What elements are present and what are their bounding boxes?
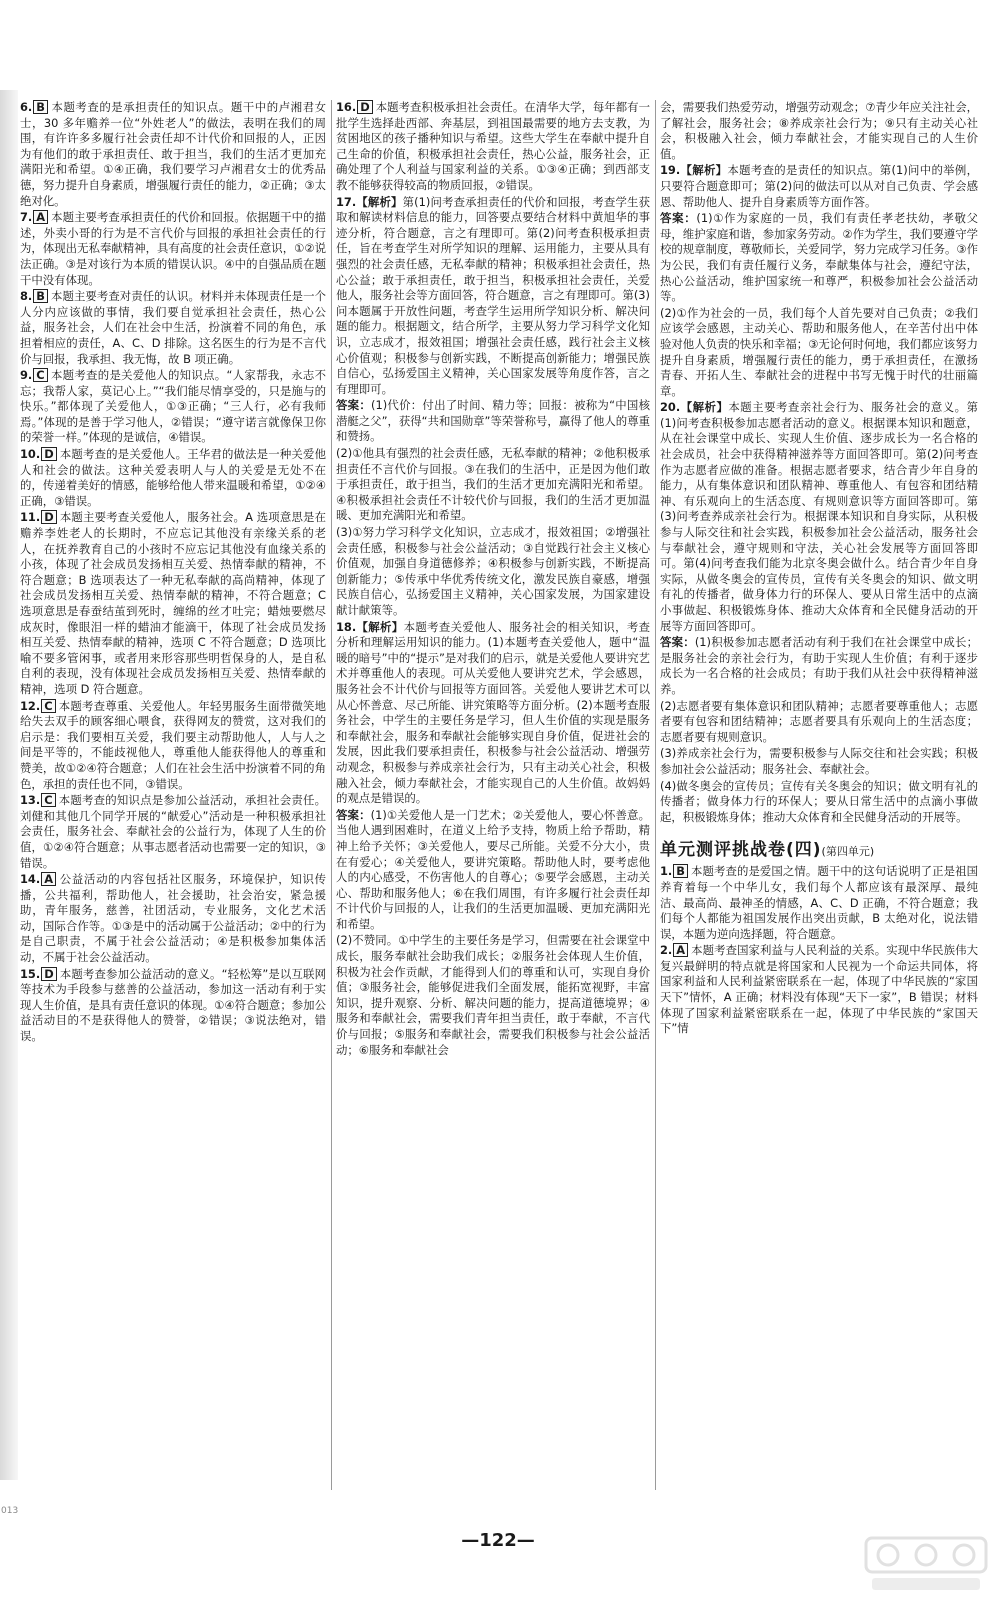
answer-entry xyxy=(660,699,978,746)
analysis-tag: 【解析】 xyxy=(356,194,403,209)
answer-entry xyxy=(660,943,978,1037)
question-number: 8. xyxy=(20,289,33,304)
entry-text: 本题考查的是承担责任的知识点。题干中的卢湘君女士，30 多年赡养一位“外姓老人”的做法，表明在我们的周围，有许许多多履行社会责任却不计代价和回报的人，正因为有他们的敢于承担责任、敢于担当，我们的生活才更加充满阳光和希望。①④正确，我们要学习卢湘君女士的优秀品德，努力提升自身素质，增强履行责任的能力，②正确；③太绝对化。 xyxy=(20,100,326,208)
question-number: 12. xyxy=(20,698,41,713)
question-number: 13. xyxy=(20,793,41,808)
entry-text: (2)①他具有强烈的社会责任感，无私奉献的精神；②他积极承担责任不言代价与回报。③在我们的生活中，正是因为他们敢于承担责任，敢于担当，我们的生活才更加充满阳光和希望。④积极承担社会责任不计较代价与回报，我们的生活才更加温暖、更加充满阳光和希望。 xyxy=(336,446,650,523)
answer-choice-box: C xyxy=(33,368,47,382)
analysis-tag: 【解析】 xyxy=(680,400,729,415)
entry-text: (1)积极参加志愿者活动有利于我们在社会课堂中成长；是服务社会的亲社会行为，有助于实现人生价值；有利于逐步成长为一名合格的社会成员；有助于我们从社会中获得精神滋养。 xyxy=(660,635,978,696)
question-number: 18. xyxy=(336,619,357,634)
bleed-number: 013 xyxy=(1,1506,19,1516)
answer-entry xyxy=(336,398,650,445)
answer-label: 答案： xyxy=(336,398,371,413)
entry-text: 本题主要考查对责任的认识。材料并未体现责任是一个人分内应该做的事情，我们要自觉承担社会责任，热心公益，服务社会，人们在社会中生活，扮演着不同的角色，承担着相应的责任，A、C、D 排除。这名医生的行为是不言代价与回报，我承担、我无悔，故 B 项正确。 xyxy=(20,289,326,366)
watermark-logo-icon xyxy=(862,1532,990,1596)
answer-entry xyxy=(20,699,326,793)
answer-choice-box: C xyxy=(41,793,55,807)
entry-text: (2)志愿者要有集体意识和团队精神；志愿者要尊重他人；志愿者要有包容和团结精神；志愿者要具有乐观向上的生活态度；志愿者要有规则意识。 xyxy=(660,698,978,744)
answer-entry xyxy=(20,872,326,966)
answer-label: 答案： xyxy=(660,211,697,226)
answer-choice-box: B xyxy=(33,100,48,114)
entry-text: (1)①作为家庭的一员，我们有责任孝老扶幼，孝敬父母，维护家庭和谐，参加家务劳动。②作为学生，我们要遵守学校的规章制度，尊敬师长，关爱同学，努力完成学习任务。③作为公民，我们有责任履行义务，奉献集体与社会，遵纪守法，热心公益活动，维护国家统一和尊严，积极参加社会公益活动等。 xyxy=(660,211,978,304)
page-number: —122— xyxy=(461,1530,535,1551)
analysis-tag: 【解析】 xyxy=(680,163,728,178)
answer-entry xyxy=(20,289,326,367)
entry-text: (2)不赞同。①中学生的主要任务是学习，但需要在社会课堂中成长，服务奉献社会助我们成长；②服务社会体现人生价值，积极为社会作贡献，才能得到人们的尊重和认可，实现自身价值；③服务社会，能够促进我们全面发展，能拓宽视野，丰富知识，提升观察、分析、解决问题的能力，提高道德境界；④服务和奉献社会，需要我们青年担当责任，敢于奉献，不言代价与回报；⑤服务和奉献社会，需要我们积极参与社会公益活动；⑥服务和奉献社会 xyxy=(336,933,650,1057)
entry-text: (2)①作为社会的一员，我们每个人首先要对自己负责；②我们应该学会感恩，主动关心、帮助和服务他人，在辛苦付出中体验对他人负责的快乐和幸福；③无论何时何地，我们都应该努力提升自身素质，增强履行责任的能力，勇于承担责任，在激扬青春、开拓人生、奉献社会的进程中书写无愧于时代的壮丽篇章。 xyxy=(660,305,978,398)
question-number: 6. xyxy=(20,100,33,114)
answer-entry xyxy=(660,211,978,305)
entry-text: 公益活动的内容包括社区服务，环境保护，知识传播，公共福利，帮助他人，社会援助，社会治安，紧急援助，青年服务，慈善，社团活动，专业服务，文化艺术活动，国际合作等。①③是中的活动属于公益活动；②中的行为是自己职责，不属于社会公益活动；④是积极参加集体活动，不属于社会公益活动。 xyxy=(20,872,326,965)
binding-edge xyxy=(0,90,19,1516)
question-number: 15. xyxy=(20,966,41,981)
entry-text: (4)做冬奥会的宣传员；宣传有关冬奥会的知识；做文明有礼的传播者；做身体力行的环保人；要从日常生活中的点滴小事做起，积极锻炼身体；推动大众体育和全民健身活动的开展等。 xyxy=(660,778,978,824)
answer-entry xyxy=(660,779,978,826)
answer-entry xyxy=(20,368,326,446)
answer-entry xyxy=(20,967,326,1045)
entry-text: (3)①努力学习科学文化知识，立志成才，报效祖国；②增强社会责任感，积极参与社会公益活动；③自觉践行社会主义核心价值观，加强自身道德修养；④积极参与创新实践，不断提高创新能力；⑤传承中华优秀传统文化，激发民族自豪感，增强民族自信心，弘扬爱国主义精神，关心国家发展，为国家建设献计献策等。 xyxy=(336,525,650,617)
answer-entry xyxy=(660,746,978,777)
section-subtitle: (第四单元) xyxy=(821,845,875,859)
entry-text: 本题主要考查关爱他人，服务社会。A 选项意思是在赡养李姓老人的长期时，不应忘记其他没有亲缘关系的老人，在抚养教育自己的小孩时不应忘记其他没有血缘关系的小孩，体现了社会成员发扬相互关爱、热情奉献的精神，不符合题意；B 选项表达了一种无私奉献的高尚精神，体现了社会成员发扬相互关爱、热情奉献的精神，不符合题意；C 选项意思是春蚕结茧到死时，缠绵的丝才吐完；蜡烛要燃尽成灰时，像眼泪一样的蜡油才能滴干，体现了社会成员发扬相互关爱、热情奉献的精神，选项 C 不符合题意；D 选项比喻不要多管闲事，或者用来形容那些明哲保身的人，是自私自利的表现，没有体现社会成员发扬相互关爱、热情奉献的精神，选项 D 符合题意。 xyxy=(20,510,326,696)
analysis-tag: 【解析】 xyxy=(356,619,404,634)
answer-entry xyxy=(20,210,326,288)
answer-entry xyxy=(336,100,650,194)
entry-text: (1)①关爱他人是一门艺术；②关爱他人，要心怀善意。当他人遇到困难时，在道义上给予支持，物质上给予帮助，精神上给予关怀；③关爱他人，要尽己所能。关爱不分大小，贵在有爱心；④关爱他人，要讲究策略。帮助他人时，要考虑他人的内心感受，不伤害他人的自尊心；⑤要学会感恩，主动关心、帮助和服务他人；⑥在我们周围，有许多履行社会责任却不计代价与回报的人，让我们的生活更加温暖、更加充满阳光和希望。 xyxy=(336,807,650,931)
entry-text: 本题考查关爱他人、服务社会的相关知识，考查分析和理解运用知识的能力。(1)本题考查关爱他人，题中“温暖的暗号”中的“提示”是对我们的启示，就是关爱他人要讲究艺术并尊重他人的表现。可从关爱他人要讲究艺术，学会感恩，服务社会不计代价与回报等方面回答。关爱他人要讲艺术可以从心怀善意、尽己所能、讲究策略等方面分析。(2)本题考查服务社会，中学生的主要任务是学习，但人生价值的实现是服务和奉献社会，服务和奉献社会能够实现自身价值，促进社会的发展，因此我们要承担责任，积极参与社会公益活动、增强劳动观念，积极参与养成亲社会行为，只有主动关心社会，积极融入社会，倾力奉献社会，才能实现自己的人生价值。故妈妈的观点是错误的。 xyxy=(336,619,650,806)
question-number: 9. xyxy=(20,368,33,383)
answer-choice-box: D xyxy=(357,100,372,114)
answer-entry xyxy=(20,510,326,697)
answer-choice-box: C xyxy=(41,699,55,713)
question-number: 16. xyxy=(336,100,357,114)
answer-choice-box: B xyxy=(33,289,48,303)
entry-text: 本题主要考查亲社会行为、服务社会的意义。第(1)问考查积极参加志愿者活动的意义。根据课本知识和题意，从在社会课堂中成长、实现人生价值、逐步成长为一名合格的社会成员，社会中获得精神滋养等方面回答即可。第(2)问考查作为志愿者应做的准备。根据志愿者要求，结合青少年自身的能力，从有集体意识和团队精神、尊重他人、有包容和团结精神、有乐观向上的生活态度、有规则意识等方面回答即可。第(3)问考查养成亲社会行为。根据课本知识和自身实际，从积极参与人际交往和社会实践，积极参加社会公益活动，服务社会与奉献社会，遵守规则和守法，关心社会发展等方面回答即可。第(4)问考查我们能为北京冬奥会做什么。结合青少年自身实际，从做冬奥会的宣传员，宣传有关冬奥会的知识、做文明有礼的传播者，做身体力行的环保人、要从日常生活中的点滴小事做起、积极锻炼身体、推动大众体育和全民健身活动的开展等方面回答即可。 xyxy=(660,400,978,633)
column-divider-2 xyxy=(655,100,656,1490)
question-number: 19. xyxy=(660,163,681,178)
answer-choice-box: D xyxy=(41,967,56,981)
answer-entry xyxy=(336,620,650,807)
question-number: 1. xyxy=(660,864,673,879)
answer-entry xyxy=(20,100,326,209)
question-number: 17. xyxy=(336,194,357,209)
answer-entry xyxy=(336,525,650,619)
column-divider-1 xyxy=(331,100,332,1490)
answer-entry xyxy=(336,808,650,933)
answer-entry xyxy=(336,933,650,1058)
answer-choice-box: D xyxy=(41,447,56,461)
answer-entry xyxy=(660,306,978,400)
answer-entry xyxy=(660,163,978,210)
question-number: 7. xyxy=(20,210,33,225)
column-3 xyxy=(660,100,978,1540)
section-heading xyxy=(660,835,978,860)
answer-choice-box: B xyxy=(673,864,688,878)
question-number: 11. xyxy=(20,510,41,525)
entry-text: 本题主要考查承担责任的代价和回报。依据题干中的描述，外卖小哥的行为是不言代价与回报的承担社会责任的行为，体现出无私奉献精神，具有高度的社会责任意识，①②说法正确。③是对该行为本质的错误认识。④中的自强品质在题干中没有体现。 xyxy=(20,210,326,287)
column-2 xyxy=(336,100,650,1540)
entry-text: 本题考查的是关爱他人。王华君的做法是一种关爱他人和社会的做法。这种关爱表明人与人的关爱是无处不在的，传递着美好的情感，能够给他人带来温暖和希望，①②④正确，③错误。 xyxy=(20,447,326,508)
entry-text: 本题考查国家利益与人民利益的关系。实现中华民族伟大复兴最鲜明的特点就是将国家和人民视为一个命运共同体，将国家利益和人民利益紧密联系在一起，体现了中华民族的“家国天下”情怀，A 正确；材料没有体现“天下一家”，B 错误；材料体现了国家利益紧密联系在一起，体现了中华民族的“家国天下”情 xyxy=(660,943,978,1036)
question-number: 20. xyxy=(660,400,681,415)
answer-entry xyxy=(660,400,978,634)
entry-text: 会，需要我们热爱劳动，增强劳动观念；⑦青少年应关注社会，了解社会，服务社会；⑧养成亲社会行为；⑨只有主动关心社会，积极融入社会，倾力奉献社会，才能实现自己的人生价值。 xyxy=(660,100,978,161)
entry-text: (1)代价：付出了时间、精力等；回报：被称为“中国核潜艇之父”，获得“共和国勋章”等荣誉称号，赢得了他人的尊重和赞扬。 xyxy=(336,398,650,444)
answer-entry xyxy=(660,100,978,162)
question-number: 14. xyxy=(20,872,41,887)
answer-choice-box: A xyxy=(33,210,48,224)
answer-entry xyxy=(660,864,978,942)
answer-choice-box: D xyxy=(41,510,56,524)
answer-entry xyxy=(336,446,650,524)
section-title: 单元测评挑战卷(四) xyxy=(660,840,822,861)
column-1 xyxy=(20,100,326,1540)
answer-label: 答案： xyxy=(336,807,371,822)
entry-text: 本题考查参加公益活动的意义。“轻松筹”是以互联网等技术为手段参与慈善的公益活动，参加这一活动有利于实现人生价值，是具有责任意识的体现。①④符合题意；参加公益活动目的不是获得他人的赞誉，②错误；③说法绝对，错误。 xyxy=(20,966,326,1044)
entry-text: 本题考查的是爱国之情。题干中的这句话说明了正是祖国养育着每一个中华儿女，我们每个人都应该有最深厚、最纯洁、最高尚、最神圣的情感，A、C、D 正确，不符合题意；我们每个人都能为祖国发展作出突出贡献，B 太绝对化，说法错误，本题为逆向选择题，符合题意。 xyxy=(660,864,978,941)
answer-entry xyxy=(20,447,326,509)
entry-text: 第(1)问考查承担责任的代价和回报，考查学生获取和解读材料信息的能力，回答要点要结合材料中黄旭华的事迹分析，符合题意，言之有理即可。第(2)问考查积极承担责任，旨在考查学生对所学知识的理解、运用能力，主要从具有强烈的社会责任感，无私奉献的精神；积极承担社会责任，热心公益；敢于承担责任，敢于担当，积极承担社会责任，关爱他人，服务社会等方面回答，符合题意，言之有理即可。第(3)问本题属于开放性问题，考查学生运用所学知识分析、解决问题的能力。根据题文，结合所学，主要从努力学习科学文化知识，立志成才，报效祖国；增强社会责任感，践行社会主义核心价值观；积极参与创新实践，不断提高创新能力；增强民族自信心，弘扬爱国主义精神，关心国家发展等角度作答，言之有理即可。 xyxy=(336,194,650,396)
answer-entry xyxy=(336,195,650,398)
entry-text: 本题考查的知识点是参加公益活动，承担社会责任。刘健和其他几个同学开展的“献爱心”活动是一种积极承担社会责任，服务社会、奉献社会的公益行为，体现了人生的价值，①②④符合题意；从事志愿者活动也需要一定的知识，③错误。 xyxy=(20,793,326,870)
question-number: 2. xyxy=(660,943,673,958)
answer-entry xyxy=(660,635,978,697)
answer-choice-box: A xyxy=(673,943,688,957)
answer-entry xyxy=(20,793,326,871)
entry-text: 本题考查的是责任的知识点。第(1)问中的举例，只要符合题意即可；第(2)问的做法可以从对自己负责、学会感恩、帮助他人、提升自身素质等方面作答。 xyxy=(660,163,978,209)
question-number: 10. xyxy=(20,447,41,462)
entry-text: 本题考查的是关爱他人的知识点。“人家帮我，永志不忘；我帮人家，莫记心上。”“我们能尽情享受的，只是施与的快乐。”都体现了关爱他人，①③正确；“三人行，必有我师焉。”体现的是善于学习他人，②错误；“遵守诺言就像保卫你的荣誉一样。”体现的是诚信，④错误。 xyxy=(20,368,326,445)
answer-choice-box: A xyxy=(41,872,56,886)
answer-label: 答案： xyxy=(660,635,695,650)
entry-text: 本题考查尊重、关爱他人。年轻男服务生面带微笑地给失去双手的顾客细心喂食，获得网友的赞赏，这对我们的启示是：我们要相互关爱，我们要主动帮助他人，人与人之间是平等的，不能歧视他人，尊重他人能获得他人的尊重和赞美，故①②④符合题意；人们在社会生活中扮演着不同的角色，承担的责任也不同，③错误。 xyxy=(20,698,326,791)
entry-text: 本题考查积极承担社会责任。在清华大学，每年都有一批学生选择赴西部、奔基层，到祖国最需要的地方去支教，为贫困地区的孩子播种知识与希望。这些大学生在奉献中提升自己生命的价值，积极承担社会责任，热心公益，服务社会，正确处理了个人利益与国家利益的关系。①③④正确；到西部支教不能够获得较高的物质回报，②错误。 xyxy=(336,100,650,192)
entry-text: (3)养成亲社会行为，需要积极参与人际交往和社会实践；积极参加社会公益活动；服务社会、奉献社会。 xyxy=(660,746,978,776)
